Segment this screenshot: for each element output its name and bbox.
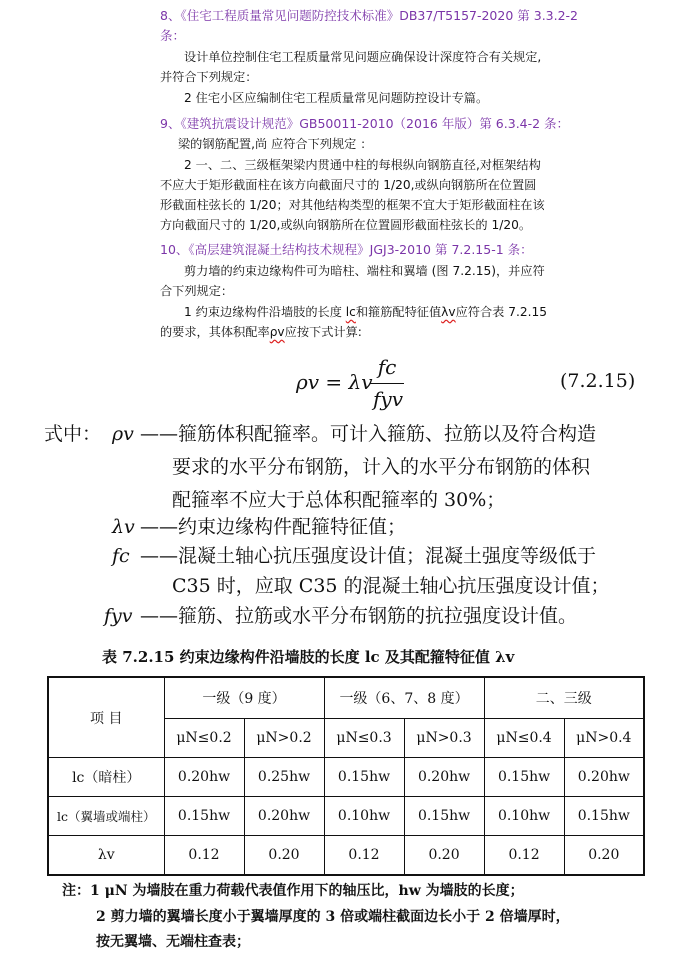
item9-para2-line1: 2 一、二、三级框架梁内贯通中柱的每根纵向钢筋直径,对框架结构 [184,158,541,172]
table-cell: 0.20 [404,836,484,876]
table-subheader: μN>0.3 [404,719,484,758]
item10-para2-cont [160,323,362,342]
table-group-header: 二、三级 [484,677,644,719]
definitions-intro: 式中： [44,423,102,445]
table-row-label: lc（翼墙或端柱） [48,797,164,836]
table-subheader: μN>0.2 [244,719,324,758]
table-row-label: lc（暗柱） [48,758,164,797]
table-cell: 0.20hw [564,758,644,797]
item9-para2-line3: 形截面柱弦长的 1/20；对其他结构类型的框架不宜大于矩形截面柱在该 [160,198,545,212]
table-cell: 0.15hw [324,758,404,797]
rho-v-def-symbol: ρv [112,423,134,445]
table-cell: 0.25hw [244,758,324,797]
item10-para2-cont-pre: 的要求，其体积配率 [160,325,270,339]
item9-para2-line2: 不应大于矩形截面柱在该方向截面尺寸的 1/20,或纵向钢筋所在位置圆 [160,178,537,192]
item8-title: 8、《住宅工程质量常见问题防控技术标准》DB37/T5157-2020 第 3.3.2-2 [160,8,579,23]
item10-para1-cont: 合下列规定： [160,284,234,298]
fyv-def-symbol: fyv [104,605,133,627]
table-cell: 0.10hw [324,797,404,836]
lambda-v-def-symbol: λv [112,516,135,538]
lambda-v-def-text: ——约束边缘构件配箍特征值； [140,516,407,538]
table-cell: 0.20hw [244,797,324,836]
formula-numerator: fc [377,355,397,379]
table-row [48,758,644,797]
table-cell: 0.20 [564,836,644,876]
rho-v-def-line2: 要求的水平分布钢筋，计入的水平分布钢筋的体积 [172,456,591,478]
table-header-item: 项 目 [48,677,164,758]
table-cell: 0.12 [164,836,244,876]
table-cell: 0.20hw [164,758,244,797]
item8-title-cont: 条： [160,28,186,43]
rho-v-def-line1: ——箍筋体积配箍率。可计入箍筋、拉筋以及符合构造 [140,423,597,445]
item10-para2 [184,303,547,322]
fc-def-symbol: fc [112,545,130,567]
table-cell: 0.12 [484,836,564,876]
formula-denominator: fyv [373,387,403,411]
table-cell: 0.15hw [164,797,244,836]
rho-v-symbol: ρv [269,325,285,339]
note-2-cont: 按无翼墙、无端柱查表； [96,934,250,950]
formula-lhs: ρv = λv [296,370,373,394]
table-subheader: μN≤0.2 [164,719,244,758]
lc-symbol: lc [345,305,356,319]
lambda-v-symbol: λv [441,305,456,319]
item10-para1: 剪力墙的约束边缘构件可为暗柱、端柱和翼墙 (图 7.2.15)，并应符 [184,264,545,278]
table-cell: 0.15hw [404,797,484,836]
table-row-label: λv [48,836,164,876]
item9-para2-line4: 方向截面尺寸的 1/20,或纵向钢筋所在位置圆形截面柱弦长的 1/20。 [160,218,532,232]
formula-number: (7.2.15) [560,370,636,392]
table-cell: 0.20hw [404,758,484,797]
item8-para1-cont: 并符合下列规定： [160,70,258,84]
table-subheader: μN≤0.3 [324,719,404,758]
item9-para1: 梁的钢筋配置,尚 应符合下列规定 ： [178,137,373,151]
table-group-header: 一级（6、7、8 度） [324,677,484,719]
table-subheader: μN≤0.4 [484,719,564,758]
note-2: 2 剪力墙的翼墙长度小于翼墙厚度的 3 倍或端柱截面边长小于 2 倍墙厚时， [96,909,570,925]
item10-para2-mid: 和箍筋配特征值 [355,305,442,319]
table-group-header: 一级（9 度） [164,677,324,719]
item10-title: 10、《高层建筑混凝土结构技术规程》JGJ3-2010 第 7.2.15-1 条： [160,242,533,257]
item8-para2: 2 住宅小区应编制住宅工程质量常见问题防控设计专篇。 [184,91,489,105]
table-row [48,836,644,876]
rho-v-def-line3: 配箍率不应大于总体积配箍率的 30%； [172,489,506,511]
table-cell: 0.15hw [564,797,644,836]
formula-fraction-bar [370,383,404,384]
table-cell: 0.12 [324,836,404,876]
item10-para2-pre: 1 约束边缘构件沿墙肢的长度 [184,305,346,319]
item8-para1: 设计单位控制住宅工程质量常见问题应确保设计深度符合有关规定, [184,50,542,64]
table-cell: 0.20 [244,836,324,876]
parameter-table [47,676,645,876]
item10-para2-post: 应符合表 7.2.15 [455,305,547,319]
table-subheader: μN>0.4 [564,719,644,758]
table-cell: 0.10hw [484,797,564,836]
table-caption: 表 7.2.15 约束边缘构件沿墙肢的长度 lc 及其配箍特征值 λv [102,648,515,666]
fc-def-line2: C35 时，应取 C35 的混凝土轴心抗压强度设计值； [172,575,610,597]
fc-def-line1: ——混凝土轴心抗压强度设计值；混凝土强度等级低于 [140,545,597,567]
item10-para2-cont-post: 应按下式计算: [284,325,362,339]
table-row [48,797,644,836]
fyv-def-text: ——箍筋、拉筋或水平分布钢筋的抗拉强度设计值。 [140,605,578,627]
note-1: 注：1 μN 为墙肢在重力荷载代表值作用下的轴压比，hw 为墙肢的长度； [62,883,524,899]
item9-title: 9、《建筑抗震设计规范》GB50011-2010（2016 年版）第 6.3.4-2 条： [160,116,570,131]
table-cell: 0.15hw [484,758,564,797]
